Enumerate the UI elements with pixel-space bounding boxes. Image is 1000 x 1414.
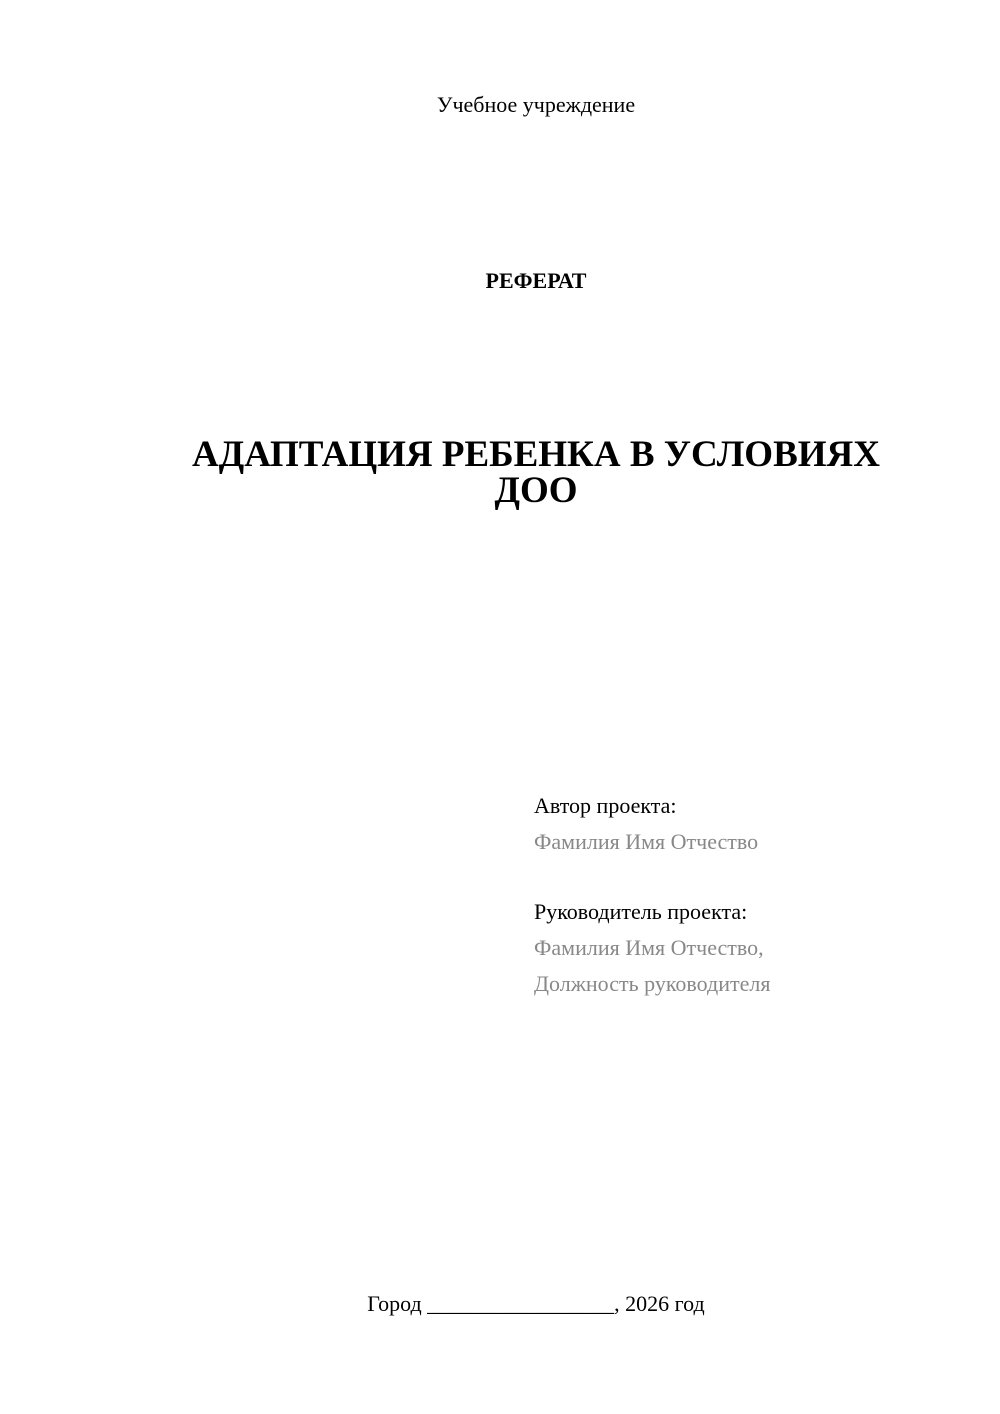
city-year-line [0,1291,1000,1317]
credits-block [534,788,964,1002]
supervisor-position: Должность руководителя [534,971,771,996]
supervisor-label: Руководитель проекта: [534,899,748,924]
credits-spacer [534,860,964,894]
document-title-line-2: ДОО [494,470,578,511]
document-title-line-1: АДАПТАЦИЯ РЕБЕНКА В УСЛОВИЯХ [192,434,880,475]
document-type: РЕФЕРАТ [485,268,587,293]
document-title [168,434,904,511]
supervisor-name: Фамилия Имя Отчество, [534,935,764,960]
author-name: Фамилия Имя Отчество [534,829,759,854]
year-text: , 2026 год [614,1291,705,1316]
author-label: Автор проекта: [534,793,677,818]
city-label: Город [367,1291,422,1316]
city-blank: _________________ [427,1291,615,1316]
institution-name: Учебное учреждение [436,92,636,117]
